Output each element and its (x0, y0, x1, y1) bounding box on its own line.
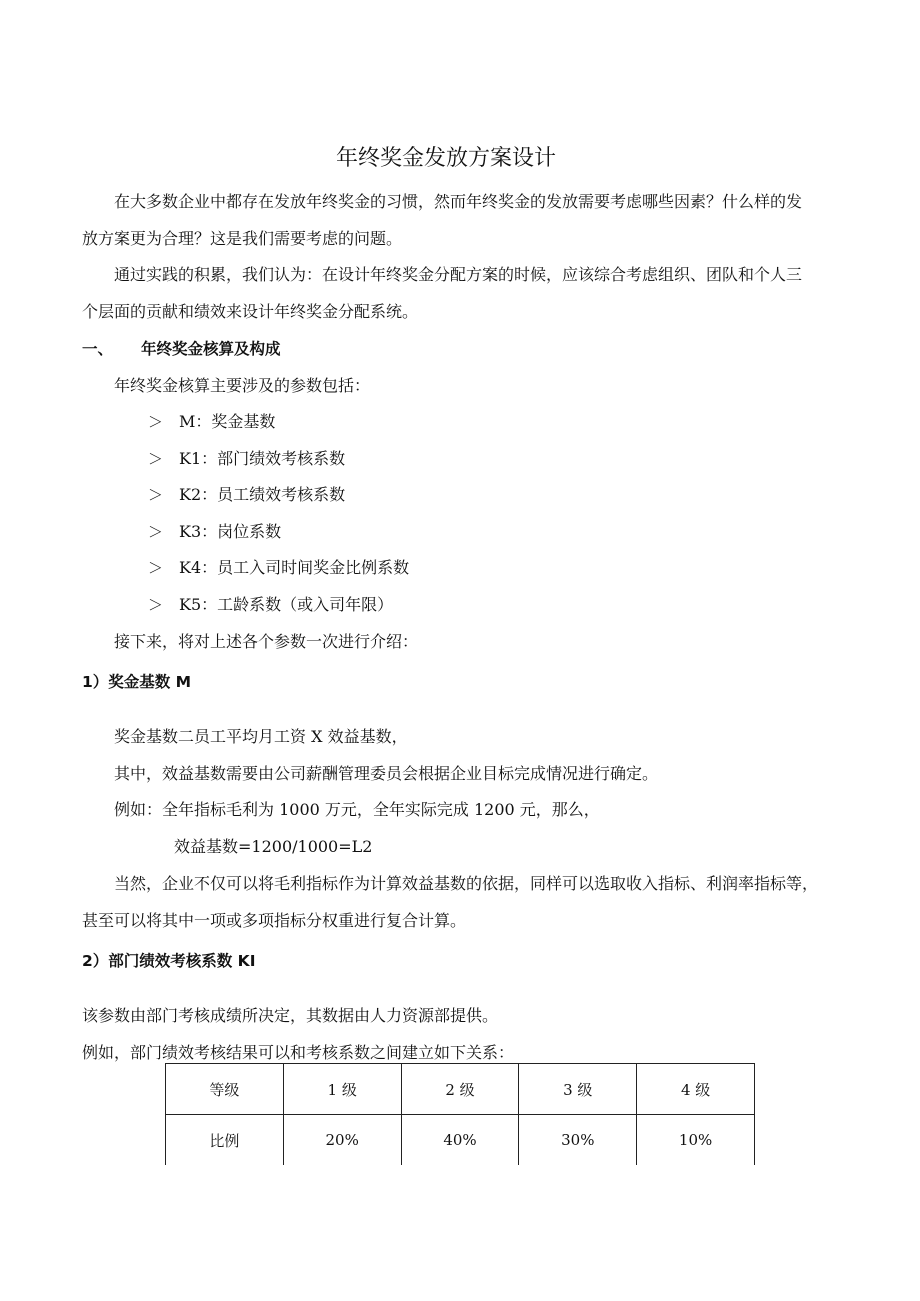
intro-line-2: 放方案更为合理？这是我们需要考虑的问题。 (82, 229, 403, 248)
param-label: M：奖金基数 (179, 412, 276, 431)
chevron-right-icon: ＞ (148, 523, 164, 541)
subsection-1-heading: 1）奖金基数 M (82, 673, 192, 691)
table-cell: 1 级 (283, 1064, 401, 1115)
sub1-line-1: 奖金基数二员工平均月工资 X 效益基数， (114, 727, 408, 746)
section-1-heading: 年终奖金核算及构成 (141, 340, 281, 358)
table-header-row (166, 1064, 755, 1115)
chevron-right-icon: ＞ (148, 559, 164, 577)
intro-line-4: 个层面的贡献和绩效来设计年终奖金分配系统。 (82, 302, 419, 321)
sub1-line-6: 甚至可以将其中一项或多项指标分权重进行复合计算。 (82, 911, 467, 930)
table-cell: 30% (519, 1115, 637, 1166)
chevron-right-icon: ＞ (148, 486, 164, 504)
chevron-right-icon: ＞ (148, 413, 164, 431)
param-label: K1：部门绩效考核系数 (179, 449, 346, 468)
table-cell: 4 级 (637, 1064, 755, 1115)
document-title: 年终奖金发放方案设计 (336, 146, 557, 171)
table-cell: 等级 (166, 1064, 284, 1115)
param-label: K2：员工绩效考核系数 (179, 485, 346, 504)
table-cell: 2 级 (401, 1064, 519, 1115)
grade-ratio-table (165, 1063, 755, 1165)
sub1-line-5: 当然，企业不仅可以将毛利指标作为计算效益基数的依据，同样可以选取收入指标、利润率指标等， (114, 874, 819, 893)
params-lead: 年终奖金核算主要涉及的参数包括： (114, 376, 371, 395)
table-cell: 比例 (166, 1115, 284, 1166)
table-row (166, 1115, 755, 1166)
table-cell: 20% (283, 1115, 401, 1166)
table-cell: 3 级 (519, 1064, 637, 1115)
param-label: K4：员工入司时间奖金比例系数 (179, 558, 410, 577)
table-cell: 10% (637, 1115, 755, 1166)
sub2-line-2: 例如，部门绩效考核结果可以和考核系数之间建立如下关系： (82, 1043, 515, 1062)
chevron-right-icon: ＞ (148, 450, 164, 468)
section-1-number: 一、 (82, 340, 114, 358)
sub1-line-2: 其中，效益基数需要由公司薪酬管理委员会根据企业目标完成情况进行确定。 (114, 764, 659, 783)
param-label: K3：岗位系数 (179, 522, 282, 541)
intro-line-3: 通过实践的积累，我们认为：在设计年终奖金分配方案的时候，应该综合考虑组织、团队和个人三 (114, 265, 803, 284)
table-cell: 40% (401, 1115, 519, 1166)
formula-line: 效益基数=1200/1000=L2 (174, 837, 373, 856)
param-label: K5：工龄系数（或入司年限） (179, 595, 394, 614)
sub1-line-3: 例如：全年指标毛利为 1000 万元，全年实际完成 1200 元，那么， (114, 800, 600, 819)
chevron-right-icon: ＞ (148, 596, 164, 614)
intro-line-1: 在大多数企业中都存在发放年终奖金的习惯，然而年终奖金的发放需要考虑哪些因素？什么样的发 (114, 192, 803, 211)
next-intro: 接下来，将对上述各个参数一次进行介绍： (114, 632, 419, 651)
subsection-2-heading: 2）部门绩效考核系数 KI (82, 952, 256, 970)
sub2-line-1: 该参数由部门考核成绩所决定，其数据由人力资源部提供。 (82, 1006, 499, 1025)
